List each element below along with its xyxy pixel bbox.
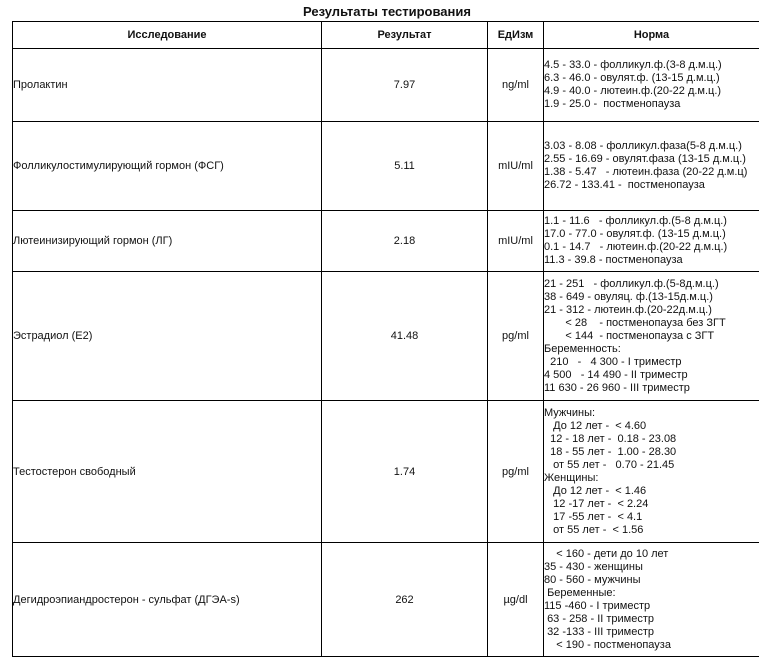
norm-line: 115 -460 - I триместр <box>544 599 651 612</box>
table-row <box>13 49 759 122</box>
norm-line: 26.72 - 133.41 - постменопауза <box>544 179 705 191</box>
norm-line: 12 -17 лет - < 2.24 <box>544 497 649 510</box>
report-title: Результаты тестирования <box>303 4 471 19</box>
norm-line: 3.03 - 8.08 - фолликул.фаза(5-8 д.м.ц.) <box>544 140 742 152</box>
test-result: 1.74 <box>322 401 488 543</box>
test-unit: pg/ml <box>488 272 544 401</box>
norm-line: Женщины: <box>544 471 599 484</box>
norm-line: < 160 - дети до 10 лет <box>544 547 669 560</box>
norm-line: 210 - 4 300 - I триместр <box>544 355 682 368</box>
norm-line: 18 - 55 лет - 1.00 - 28.30 <box>544 445 677 458</box>
header-study: Исследование <box>13 22 322 49</box>
norm-line: 4 500 - 14 490 - II триместр <box>544 368 688 381</box>
norm-line: 2.55 - 16.69 - овулят.фаза (13-15 д.м.ц.) <box>544 153 746 165</box>
norm-line: от 55 лет - < 1.56 <box>544 523 644 536</box>
test-result: 5.11 <box>322 122 488 211</box>
norm-line: 17 -55 лет - < 4.1 <box>544 510 643 523</box>
test-name: Тестостерон свободный <box>13 401 322 543</box>
test-result: 41.48 <box>322 272 488 401</box>
test-unit: mIU/ml <box>488 122 544 211</box>
norm-line: < 144 - постменопауза с ЗГТ <box>544 329 715 342</box>
norm-line: До 12 лет - < 1.46 <box>544 484 647 497</box>
test-unit: mIU/ml <box>488 211 544 272</box>
norm-line: 63 - 258 - II триместр <box>544 612 655 625</box>
test-result: 7.97 <box>322 49 488 122</box>
norm-line: 32 -133 - III триместр <box>544 625 655 638</box>
norm-line: 1.38 - 5.47 - лютеин.фаза (20-22 д.м.ц) <box>544 166 748 178</box>
test-norm <box>544 543 759 657</box>
norm-line: 21 - 251 - фолликул.ф.(5-8д.м.ц.) <box>544 277 719 290</box>
norm-line: 80 - 560 - мужчины <box>544 573 641 586</box>
norm-line: 1.9 - 25.0 - постменопауза <box>544 98 681 110</box>
table-header-row <box>13 22 759 49</box>
norm-line: 11 630 - 26 960 - III триместр <box>544 381 690 394</box>
table-row <box>13 122 759 211</box>
norm-line: 11.3 - 39.8 - постменопауза <box>544 254 683 266</box>
norm-line: 1.1 - 11.6 - фолликул.ф.(5-8 д.м.ц.) <box>544 215 727 227</box>
norm-line: 21 - 312 - лютеин.ф.(20-22д.м.ц.) <box>544 303 712 316</box>
header-unit: ЕдИзм <box>488 22 544 49</box>
norm-line: Беременные: <box>544 586 616 599</box>
norm-line: 4.5 - 33.0 - фолликул.ф.(3-8 д.м.ц.) <box>544 59 722 71</box>
test-name: Дегидроэпиандростерон - сульфат (ДГЭА-s) <box>13 543 322 657</box>
norm-line: 38 - 649 - овуляц. ф.(13-15д.м.ц.) <box>544 290 713 303</box>
norm-line: от 55 лет - 0.70 - 21.45 <box>544 458 675 471</box>
test-norm <box>544 49 759 122</box>
test-norm <box>544 211 759 272</box>
header-norm: Норма <box>544 22 759 49</box>
header-result: Результат <box>322 22 488 49</box>
test-name: Фолликулостимулирующий гормон (ФСГ) <box>13 122 322 211</box>
test-norm <box>544 401 759 543</box>
test-norm <box>544 272 759 401</box>
norm-line: 17.0 - 77.0 - овулят.ф. (13-15 д.м.ц.) <box>544 228 726 240</box>
test-result: 262 <box>322 543 488 657</box>
test-norm <box>544 122 759 211</box>
norm-line: 4.9 - 40.0 - лютеин.ф.(20-22 д.м.ц.) <box>544 85 722 97</box>
test-unit: pg/ml <box>488 401 544 543</box>
norm-line: 6.3 - 46.0 - овулят.ф. (13-15 д.м.ц.) <box>544 72 720 84</box>
table-row <box>13 401 759 543</box>
test-result: 2.18 <box>322 211 488 272</box>
table-row <box>13 543 759 657</box>
norm-line: 0.1 - 14.7 - лютеин.ф.(20-22 д.м.ц.) <box>544 241 728 253</box>
test-unit: ng/ml <box>488 49 544 122</box>
norm-line: < 190 - постменопауза <box>544 638 671 651</box>
results-table <box>12 21 759 657</box>
test-unit: µg/dl <box>488 543 544 657</box>
norm-line: 12 - 18 лет - 0.18 - 23.08 <box>544 432 677 445</box>
norm-line: До 12 лет - < 4.60 <box>544 419 647 432</box>
norm-line: Мужчины: <box>544 406 596 419</box>
norm-line: Беременность: <box>544 342 621 355</box>
norm-line: < 28 - постменопауза без ЗГТ <box>544 316 726 329</box>
table-row <box>13 211 759 272</box>
test-name: Лютеинизирующий гормон (ЛГ) <box>13 211 322 272</box>
norm-line: 35 - 430 - женщины <box>544 560 643 573</box>
table-row <box>13 272 759 401</box>
test-name: Пролактин <box>13 49 322 122</box>
test-name: Эстрадиол (E2) <box>13 272 322 401</box>
